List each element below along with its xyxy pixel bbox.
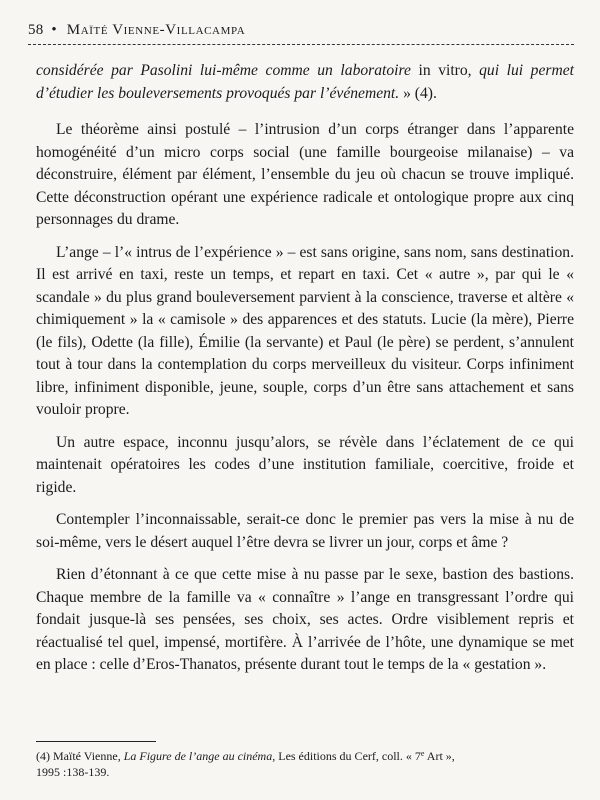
paragraph-autre-espace: Un autre espace, inconnu jusqu’alors, se révèle dans l’éclatement de ce qui maintenait opératoires les codes d’une institution familiale, coercitive, froide et rigide. (36, 433, 574, 496)
header-author: Maïté Vienne-Villacampa (66, 22, 246, 38)
footnote-year-pages: 1995 :138-139. (36, 765, 110, 779)
footnote-rule (36, 741, 156, 742)
header-separator: • (51, 22, 57, 38)
header-dashed-rule (28, 44, 574, 45)
quote-italic-part-b: , qui lui permet d’étudier les bouleversements provoqués par l’événement. (36, 62, 574, 102)
quote-roman-part-a: in vitro (410, 62, 468, 79)
footnote-publisher-b: Art », (424, 749, 455, 763)
body-text (36, 60, 574, 687)
quote-italic-part-a: considérée par Pasolini lui-même comme un laboratoire (36, 62, 411, 79)
paragraph-theoreme: Le théorème ainsi postulé – l’intrusion d’un corps étranger dans l’apparente homogénéité d’un micro corps social (une famille bourgeoise milanaise) – va déconstruire, élément par élément, l’ensemble du jeu où chacun se trouve impliqué. Cette déconstruction opérant une expérience radicale et ontologique propre aux cinq personnages du drame. (36, 121, 574, 228)
footnote-superscript: e (420, 749, 425, 758)
footnote (36, 748, 574, 780)
running-header (28, 22, 574, 46)
paragraph-ange: L’ange – l’« intrus de l’expérience » – est sans origine, sans nom, sans destination. Il est arrivé en taxi, reste un temps, et repart en taxi. Cet « autre », par qui le « scandale » du plus grand bouleversement parvient à la conscience, traverse et altère « chimiquement » la « camisole » des apparences et des statuts. Lucie (la mère), Pierre (le fils), Odette (la fille), Émilie (la servante) et Paul (le père) se perdent, s’annulent tout à tour dans la contemplation du corps merveilleux du visiteur. Corps infiniment libre, infiniment disponible, jeune, souple, corps d’un être sans attachement et sans vouloir propre. (36, 243, 574, 418)
page-number: 58 (28, 22, 44, 38)
paragraph-contempler: Contempler l’inconnaissable, serait-ce donc le premier pas vers la mise à nu de soi-même, vers le désert auquel l’être devra se livrer un jour, corps et âme ? (36, 511, 574, 551)
footnote-publisher-a: , Les éditions du Cerf, coll. « 7 (272, 749, 421, 763)
paragraph-quote-end (36, 60, 574, 105)
quote-roman-part-b: » (4). (399, 84, 437, 102)
footnote-number: (4) Maïté Vienne, (36, 749, 121, 763)
footnote-title: La Figure de l’ange au cinéma (123, 749, 273, 763)
paragraph-rien-detonnant: Rien d’étonnant à ce que cette mise à nu passe par le sexe, bastion des bastions. Chaque membre de la famille va « connaître » l’ange en transgressant l’ordre qui fondait jusque-là ses pensées, ses choix, ses actes. Ordre visiblement repris et réactualisé tel quel, impensé, mortifère. À l’arrivée de l’hôte, une dynamique se met en place : celle d’Eros-Thanatos, présente durant tout le temps de la « gestation ». (36, 566, 574, 673)
